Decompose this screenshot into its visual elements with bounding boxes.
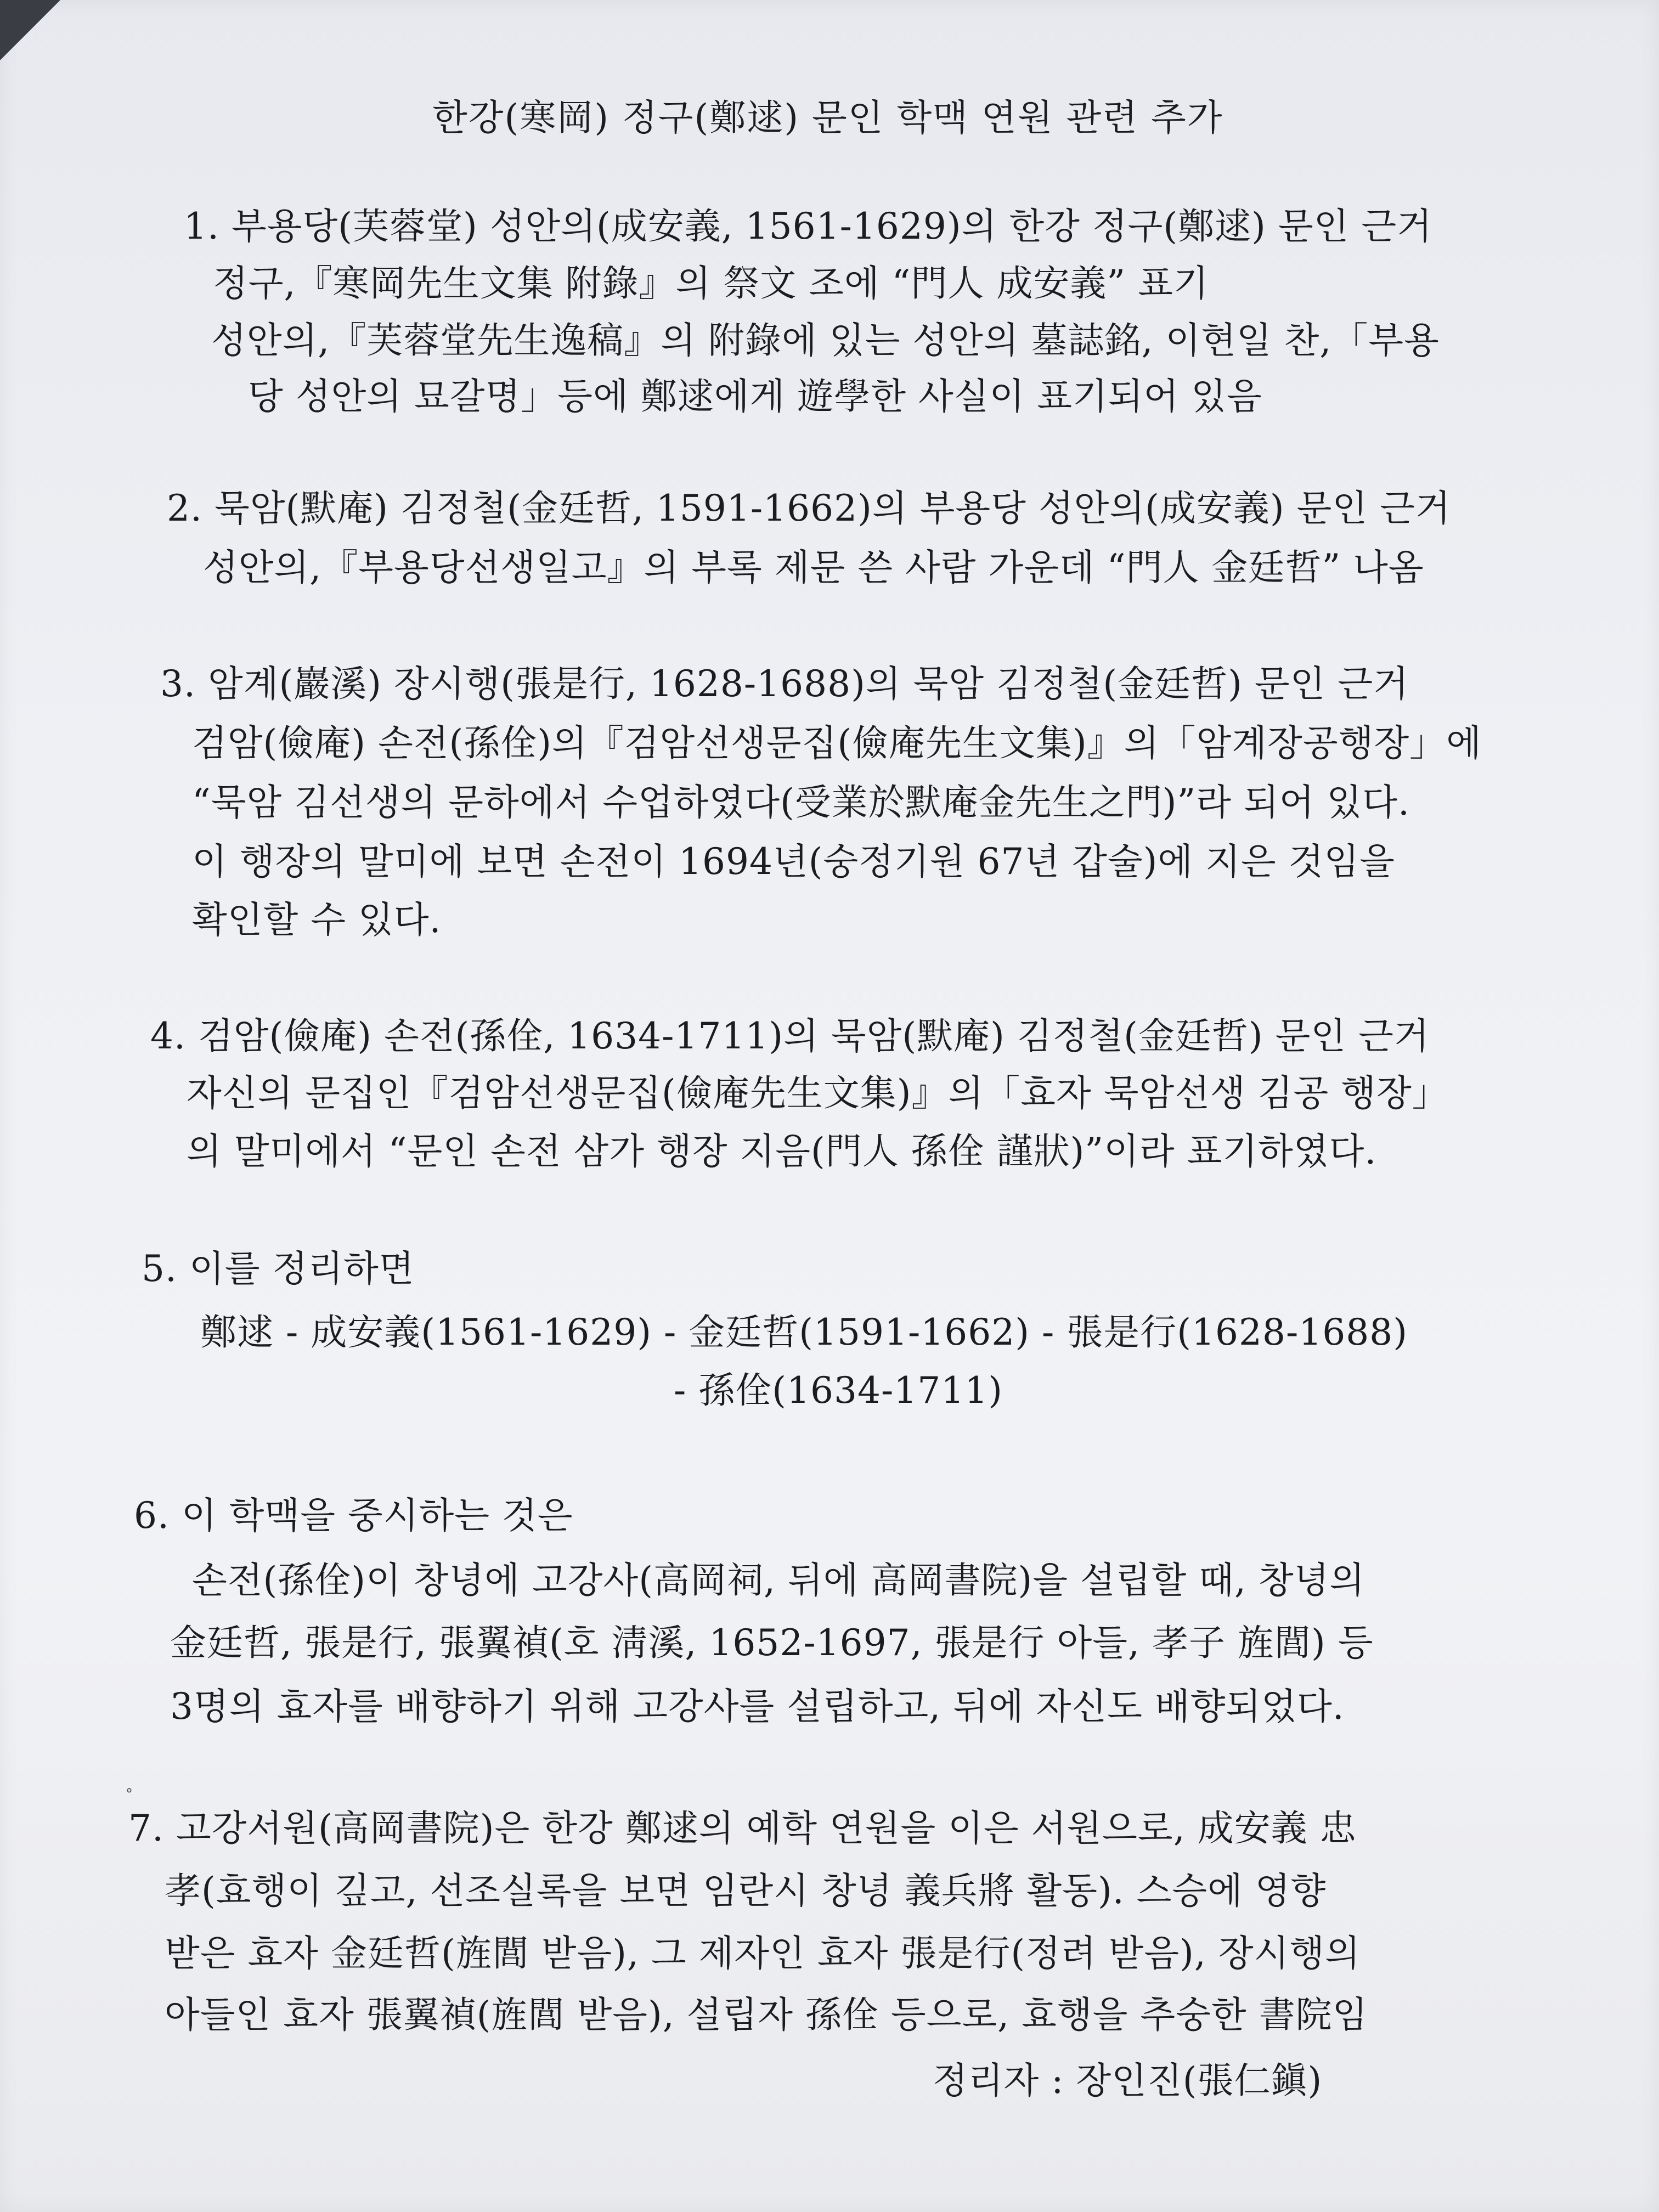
section-3-line-2: “묵암 김선생의 문하에서 수업하였다(受業於默庵金先生之門)”라 되어 있다. — [192, 781, 1410, 823]
section-6-heading: 6. 이 학맥을 중시하는 것은 — [134, 1494, 573, 1537]
ink-dot: ° — [126, 1786, 133, 1803]
signature: 정리자 : 장인진(張仁鎭) — [933, 2059, 1323, 2102]
lineage-chain-line-1: 鄭逑 - 成安義(1561-1629) - 金廷哲(1591-1662) - 張是行(1628-1688) — [200, 1311, 1408, 1353]
section-6-line-2: 金廷哲, 張是行, 張翼禎(호 淸溪, 1652-1697, 張是行 아들, 孝子 旌閭) 등 — [170, 1622, 1374, 1664]
section-7-heading: 7. 고강서원(高岡書院)은 한강 鄭逑의 예학 연원을 이은 서원으로, 成安義 忠 — [128, 1807, 1357, 1849]
section-2-line-1: 성안의,『부용당선생일고』의 부록 제문 쓴 사람 가운데 “門人 金廷哲” 나옴 — [203, 546, 1424, 589]
section-1-line-2: 성안의,『芙蓉堂先生逸稿』의 附錄에 있는 성안의 墓誌銘, 이현일 찬,「부용 — [211, 319, 1440, 362]
section-7-line-1: 孝(효행이 깊고, 선조실록을 보면 임란시 창녕 義兵將 활동). 스승에 영향 — [165, 1870, 1327, 1912]
section-6-line-1: 손전(孫佺)이 창녕에 고강사(高岡祠, 뒤에 高岡書院)을 설립할 때, 창녕의 — [192, 1559, 1365, 1601]
section-3-heading: 3. 암계(巖溪) 장시행(張是行, 1628-1688)의 묵암 김정철(金廷哲) 문인 근거 — [160, 663, 1409, 705]
section-1-line-1: 정구,『寒岡先生文集 附錄』의 祭文 조에 “門人 成安義” 표기 — [213, 262, 1209, 304]
section-1-heading: 1. 부용당(芙蓉堂) 성안의(成安義, 1561-1629)의 한강 정구(鄭逑) 문인 근거 — [184, 205, 1432, 247]
section-4-line-2: 의 말미에서 “문인 손전 삼가 행장 지음(門人 孫佺 謹狀)”이라 표기하였다. — [187, 1130, 1377, 1172]
section-2-heading: 2. 묵암(默庵) 김정철(金廷哲, 1591-1662)의 부용당 성안의(成安義) 문인 근거 — [167, 487, 1451, 529]
section-4-line-1: 자신의 문집인『검암선생문집(儉庵先生文集)』의「효자 묵암선생 김공 행장」 — [187, 1072, 1449, 1114]
document-title: 한강(寒岡) 정구(鄭逑) 문인 학맥 연원 관련 추가 — [432, 97, 1223, 139]
section-4-heading: 4. 검암(儉庵) 손전(孫佺, 1634-1711)의 묵암(默庵) 김정철(金廷哲) 문인 근거 — [150, 1015, 1430, 1057]
section-6-line-3: 3명의 효자를 배향하기 위해 고강사를 설립하고, 뒤에 자신도 배향되었다. — [170, 1685, 1345, 1728]
section-5-heading: 5. 이를 정리하면 — [142, 1248, 415, 1290]
section-3-line-1: 검암(儉庵) 손전(孫佺)의『검암선생문집(儉庵先生文集)』의「암계장공행장」에 — [192, 722, 1482, 764]
section-1-line-3: 당 성안의 묘갈명」등에 鄭逑에게 遊學한 사실이 표기되어 있음 — [248, 375, 1262, 417]
section-3-line-3: 이 행장의 말미에 보면 손전이 1694년(숭정기원 67년 갑술)에 지은 것임을 — [192, 840, 1395, 883]
section-3-line-4: 확인할 수 있다. — [192, 899, 442, 941]
section-7-line-3: 아들인 효자 張翼禎(旌閭 받음), 설립자 孫佺 등으로, 효행을 추숭한 書院임 — [165, 1994, 1368, 2036]
lineage-chain-line-2: - 孫佺(1634-1711) — [674, 1369, 1003, 1412]
section-7-line-2: 받은 효자 金廷哲(旌閭 받음), 그 제자인 효자 張是行(정려 받음), 장시행의 — [165, 1932, 1361, 1974]
